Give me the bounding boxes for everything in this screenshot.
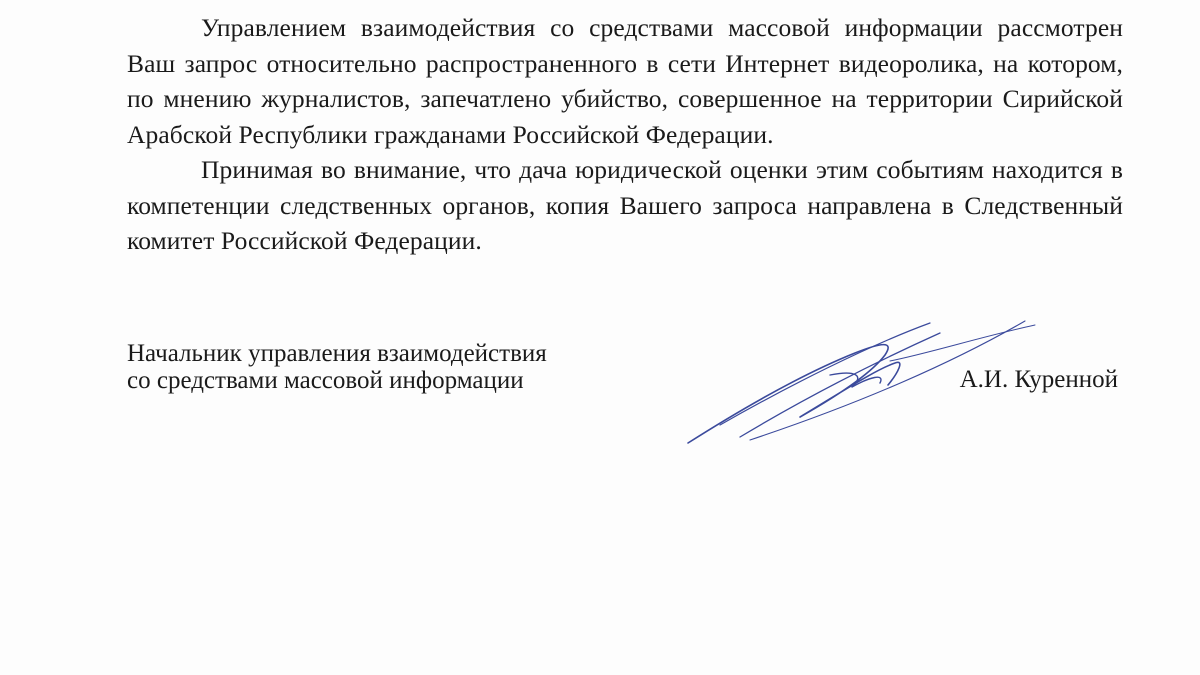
- signer-name: А.И. Куренной: [959, 366, 1118, 393]
- paragraph-request-forwarded: Принимая во внимание, что дача юридической оценки этим событиям находится в компетенции следственных органов, копия Вашего запроса направлена в Следственный комитет Российской Федерации.: [127, 155, 1123, 255]
- signer-title-line-1: Начальник управления взаимодействия: [127, 340, 547, 367]
- paragraph-request-reviewed: Управлением взаимодействия со средствами массовой информации рассмотрен Ваш запрос относительно распространенного в сети Интернет видеоролика, на котором, по мнению журналистов, запечатлено убийство, совершенное на территории Сирийской Арабской Республики гражданами Российской Федерации.: [127, 13, 1123, 149]
- signer-title-line-2: со средствами массовой информации: [127, 367, 524, 394]
- signer-title: [127, 340, 547, 394]
- letter-body: [127, 10, 1123, 259]
